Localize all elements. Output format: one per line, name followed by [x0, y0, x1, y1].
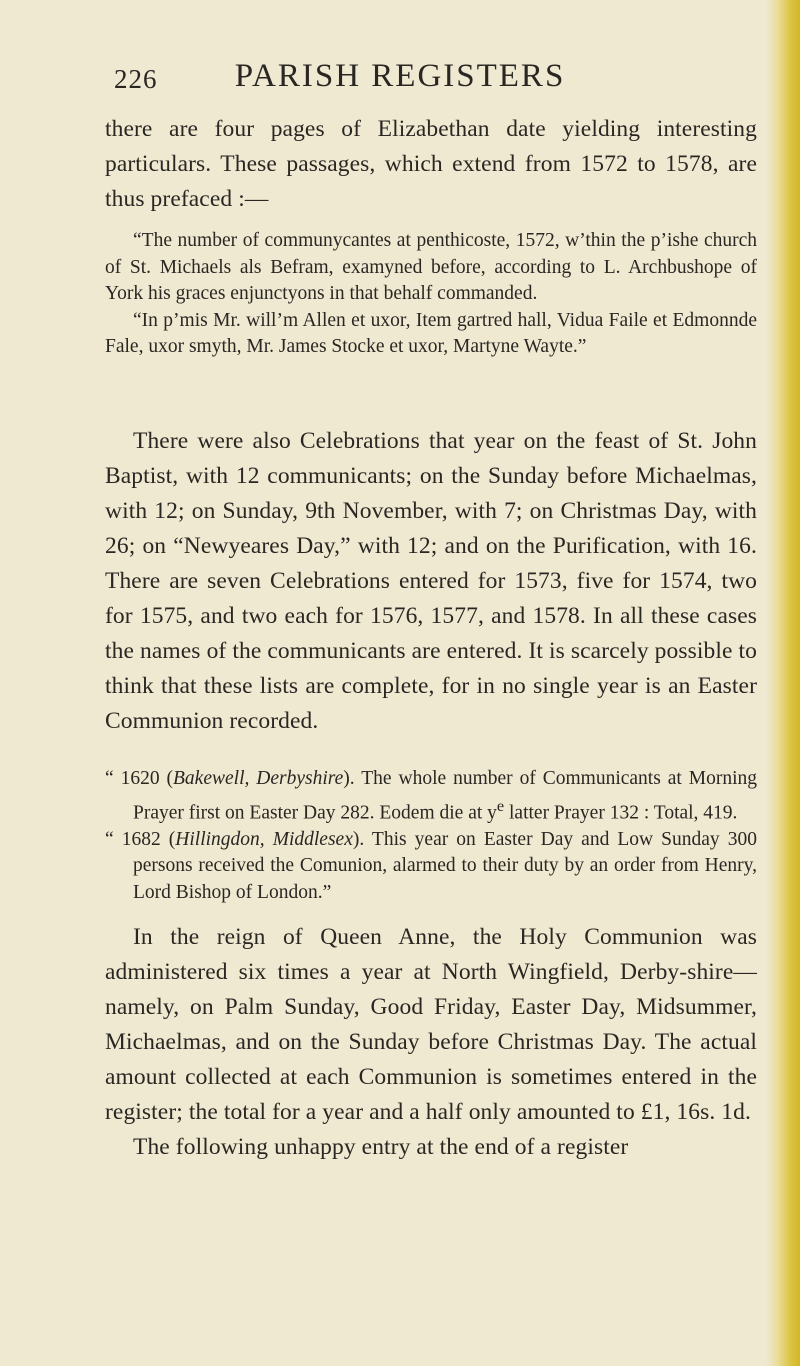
entry-1620-open: “ 1620 ( [105, 768, 174, 789]
entry-1620-superscript: e [496, 796, 505, 815]
page-title: PARISH REGISTERS [234, 58, 566, 94]
entry-1682-text: ). This year on Easter Day and Low Sunday 300 persons received the Comunion, alarmed to their duty by an order from Henry, Lord Bishop of London.” [133, 828, 757, 903]
intro-section [105, 112, 757, 217]
entry-1620-text: ). The whole number of Communicants at Morning Prayer first on Easter Day 282. Eodem die at y [133, 768, 757, 823]
entry-1620-tail: latter Prayer 132 : Total, 419. [504, 802, 738, 823]
entry-1620-place: Bakewell, Derbyshire [173, 768, 344, 789]
entry-1620-bakewell [105, 766, 757, 827]
running-head [0, 58, 800, 102]
page-number: 226 [114, 64, 158, 94]
celebrations-section [105, 424, 757, 739]
entry-1682-place: Hillingdon, Middlesex [175, 828, 353, 850]
entry-1682-open: “ 1682 ( [105, 828, 176, 850]
parish-entries [105, 766, 757, 906]
closing-paragraph: The following unhappy entry at the end of a register [133, 1134, 629, 1160]
quote-names: “In p’mis Mr. will’m Allen et uxor, Item gartred hall, Vidua Faile et Edmonnde Fale, uxor smyth, Mr. James Stocke et uxor, Martyne Wayte.” [105, 309, 757, 357]
celebrations-paragraph: There were also Celebrations that year on the feast of St. John Baptist, with 12 communicants; on the Sunday before Michaelmas, with 12; on Sunday, 9th November, with 7; on Christmas Day, with 26; on “Newyeares Day,” with 12; and on the Purification, with 16. There are seven Celebrations entered for 1573, five for 1574, two for 1575, and two each for 1576, 1577, and 1578. In all these cases the names of the communicants are entered. It is scarcely possible to think that these lists are complete, for in no single year is an Easter Communion recorded. [105, 428, 757, 734]
elizabethan-quote [105, 228, 757, 361]
entry-1682-hillingdon [105, 827, 757, 907]
queen-anne-section [105, 920, 757, 1165]
intro-paragraph: there are four pages of Elizabethan date yielding interesting particulars. These passages, which extend from 1572 to 1578, are thus prefaced :— [105, 116, 757, 212]
quote-communycantes: “The number of communycantes at penthicoste, 1572, w’thin the p’ishe church of St. Michaels als Befram, examyned before, according to L. Archbushope of York his graces enjunctyons in that behalf commanded. [105, 230, 757, 304]
queen-anne-paragraph: In the reign of Queen Anne, the Holy Communion was administered six times a year at North Wingfield, Derby-shire—namely, on Palm Sunday, Good Friday, Easter Day, Midsummer, Michaelmas, and on the Sunday before Christmas Day. The actual amount collected at each Communion is sometimes entered in the register; the total for a year and a half only amounted to £1, 16s. 1d. [105, 924, 757, 1125]
